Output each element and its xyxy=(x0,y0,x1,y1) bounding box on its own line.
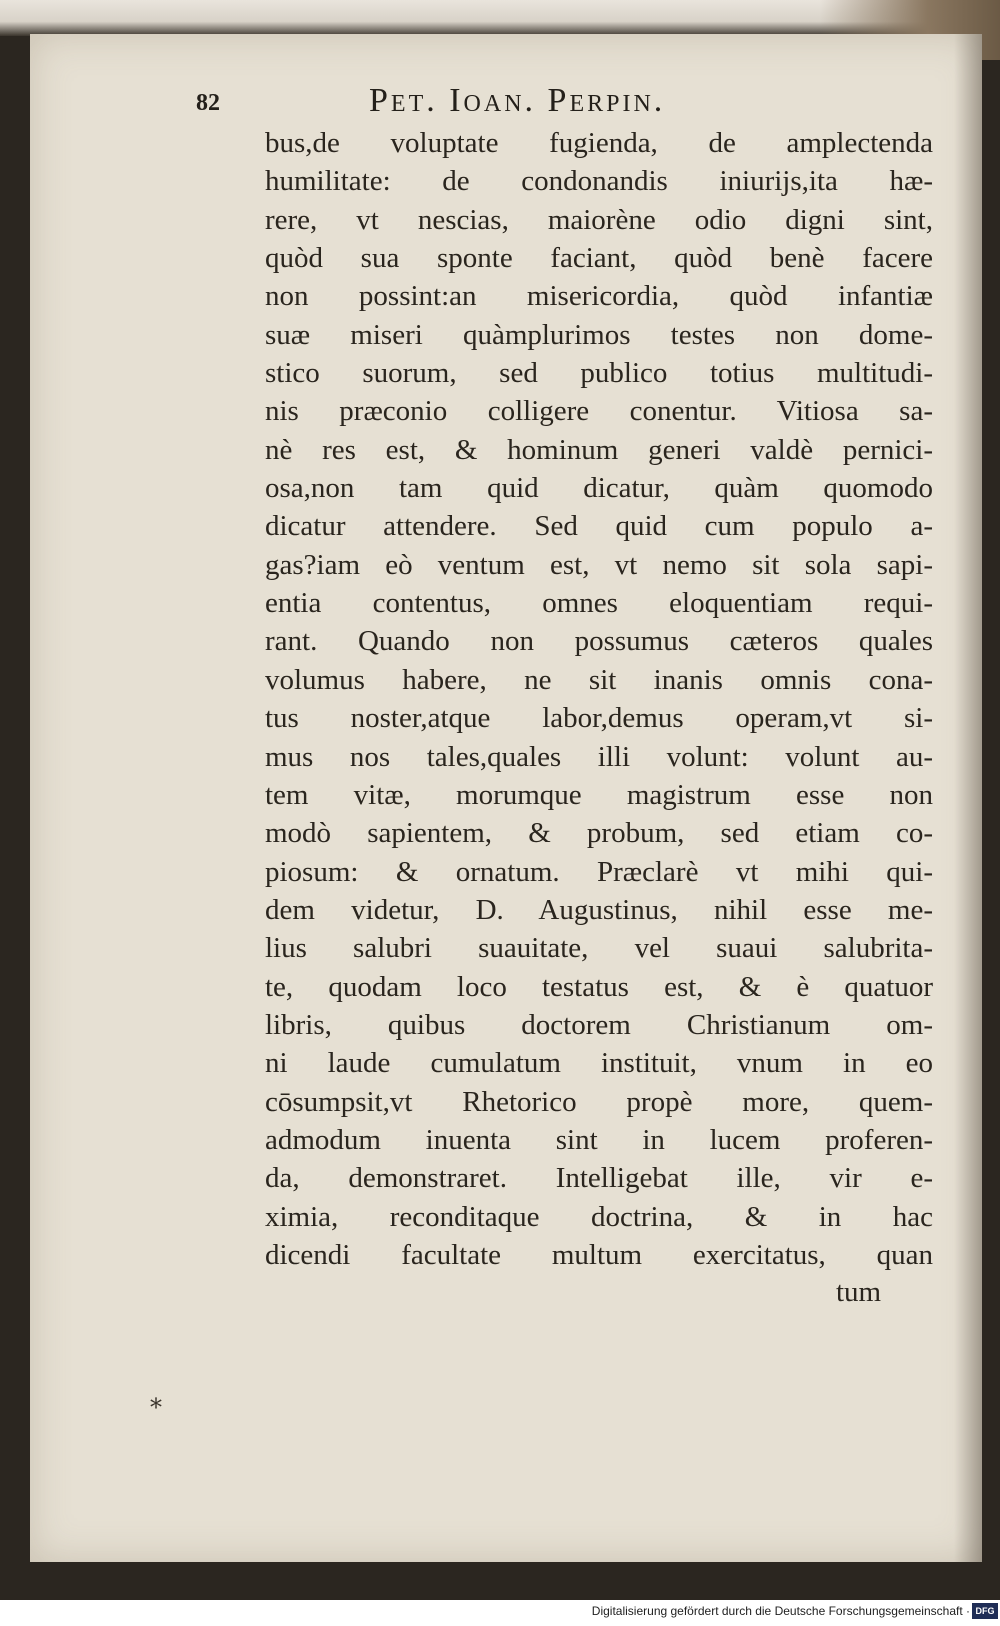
text-line: mus nos tales,quales illi volunt: volunt au- xyxy=(265,740,933,773)
text-line: osa,non tam quid dicatur, quàm quomodo xyxy=(265,472,933,505)
text-line: rant. Quando non possumus cæteros quales xyxy=(265,625,933,658)
text-line: ximia, reconditaque doctrina, & in hac xyxy=(265,1200,933,1233)
digitization-footer xyxy=(0,1600,1000,1626)
page-header xyxy=(196,82,916,128)
text-line: libris, quibus doctorem Christianum om- xyxy=(265,1008,933,1041)
text-line: entia contentus, omnes eloquentiam requi- xyxy=(265,587,933,620)
dfg-logo: DFG xyxy=(972,1603,998,1619)
text-line: nè res est, & hominum generi valdè pernici- xyxy=(265,433,933,466)
text-line: lius salubri suauitate, vel suaui salubrita- xyxy=(265,932,933,965)
text-line: humilitate: de condonandis iniurijs,ita hæ- xyxy=(265,165,933,198)
text-line: dicatur attendere. Sed quid cum populo a- xyxy=(265,510,933,543)
text-line: da, demonstraret. Intelligebat ille, vir e- xyxy=(265,1162,933,1195)
text-line: suæ miseri quàmplurimos testes non dome- xyxy=(265,318,933,351)
page-gutter-shadow xyxy=(954,34,982,1562)
text-line: non possint:an misericordia, quòd infantiæ xyxy=(265,280,933,313)
text-line: bus,de voluptate fugienda, de amplectenda xyxy=(265,127,933,159)
text-line: te, quodam loco testatus est, & è quatuor xyxy=(265,970,933,1003)
text-line: tem vitæ, morumque magistrum esse non xyxy=(265,778,933,811)
text-line: piosum: & ornatum. Præclarè vt mihi qui- xyxy=(265,855,933,888)
page-number: 82 xyxy=(196,90,220,116)
text-line: dicendi facultate multum exercitatus, quan xyxy=(265,1238,933,1271)
catchword: tum xyxy=(836,1276,882,1308)
text-line: admodum inuenta sint in lucem proferen- xyxy=(265,1123,933,1156)
text-line: modò sapientem, & probum, sed etiam co- xyxy=(265,817,933,850)
text-line: stico suorum, sed publico totius multitudi- xyxy=(265,357,933,390)
text-line: nis præconio colligere conentur. Vitiosa sa- xyxy=(265,395,933,428)
margin-mark: ⁎ xyxy=(150,1388,162,1414)
text-line: quòd sua sponte faciant, quòd benè facere xyxy=(265,242,933,275)
body-text xyxy=(265,124,933,1274)
text-line: gas?iam eò ventum est, vt nemo sit sola sapi- xyxy=(265,548,933,581)
text-line: dem videtur, D. Augustinus, nihil esse me- xyxy=(265,893,933,926)
funding-credit: Digitalisierung gefördert durch die Deutsche Forschungsgemeinschaft · xyxy=(591,1604,970,1618)
text-line: cōsumpsit,vt Rhetorico propè more, quem- xyxy=(265,1085,933,1118)
text-line: tus noster,atque labor,demus operam,vt si- xyxy=(265,702,933,735)
text-line: ni laude cumulatum instituit, vnum in eo xyxy=(265,1047,933,1080)
text-line: volumus habere, ne sit inanis omnis cona- xyxy=(265,663,933,696)
text-line: rere, vt nescias, maiorène odio digni sint, xyxy=(265,203,933,236)
running-head: Pet. Ioan. Perpin. xyxy=(369,82,666,119)
